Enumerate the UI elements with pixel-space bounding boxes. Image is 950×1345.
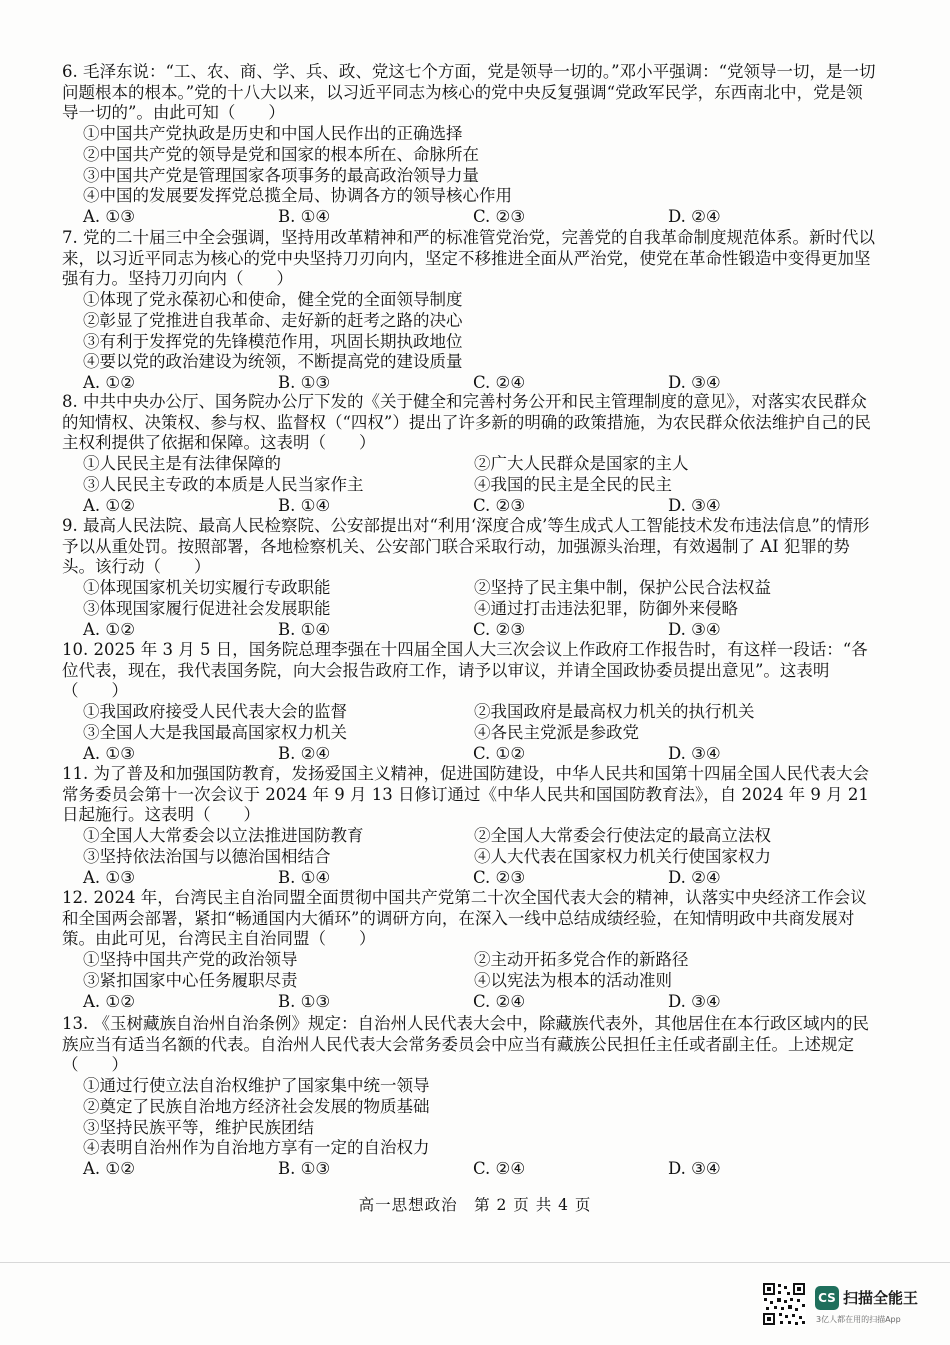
choice-a: A. ①③ [83, 743, 135, 763]
statement-3: ③体现国家履行促进社会发展职能 [83, 598, 331, 618]
camscanner-logo: CS [815, 1286, 839, 1310]
statement-4: ④通过打击违法犯罪，防御外来侵略 [474, 598, 738, 618]
answer-choices [62, 992, 877, 1013]
choice-c: C. ②③ [473, 206, 526, 226]
statement-2: ②中国共产党的领导是党和国家的根本所在、命脉所在 [83, 144, 479, 164]
statement-4: ④各民主党派是参政党 [474, 722, 639, 742]
choice-b: B. ①④ [278, 206, 331, 226]
choice-a: A. ①② [83, 372, 135, 392]
question-stem: 6. 毛泽东说：“工、农、商、学、兵、政、党这七个方面，党是领导一切的。”邓小平强调：“党领导一切，是一切问题根本的根本。”党的十八大以来，以习近平同志为核心的党中央反复强调“党政军民学，东西南北中，党是领导一切的”。由此可知（ ） [62, 62, 876, 123]
question-stem: 12. 2024 年，台湾民主自治同盟全面贯彻中国共产党第二十次全国代表大会的精神，认落实中央经济工作会议和全国两会部署，紧扣“畅通国内大循环”的调研方向，在深入一线中总结成绩经验，在知情明政中共商发展对策。由此可见，台湾民主自治同盟（ ） [62, 888, 867, 949]
statement-2: ②我国政府是最高权力机关的执行机关 [474, 702, 755, 722]
choice-b: B. ①④ [278, 867, 331, 887]
question-stem: 7. 党的二十届三中全会强调，坚持用改革精神和严的标准管党治党，完善党的自我革命制度规范体系。新时代以来，以习近平同志为核心的党中央坚持刀刃向内，坚定不移推进全面从严治党，使党在革命性锻造中变得更加坚强有力。坚持刀刃向内（ ） [62, 228, 875, 289]
question-stem: 11. 为了普及和加强国防教育，发扬爱国主义精神，促进国防建设，中华人民共和国第十四届全国人民代表大会常务委员会第十一次会议于 2024 年 9 月 13 日修订通过《中华人民共和国国防教育法》，自 2024 年 9 月 21 日起施行。这表明（ ） [62, 764, 869, 825]
choice-c: C. ②④ [473, 372, 526, 392]
statement-4: ④要以党的政治建设为统领，不断提高党的建设质量 [83, 352, 463, 372]
answer-choices [62, 620, 877, 641]
question-6 [62, 62, 877, 228]
choice-d: D. ②④ [668, 206, 721, 226]
choice-d: D. ③④ [668, 1158, 721, 1178]
divider [0, 1262, 950, 1263]
statement-4: ④中国的发展要发挥党总揽全局、协调各方的领导核心作用 [83, 186, 512, 206]
statement-2: ②广大人民群众是国家的主人 [474, 454, 689, 474]
statement-1: ①人民民主是有法律保障的 [83, 454, 281, 474]
choice-a: A. ①③ [83, 867, 135, 887]
question-7 [62, 228, 877, 394]
choice-a: A. ①② [83, 1158, 135, 1178]
choice-b: B. ①③ [278, 1158, 331, 1178]
question-12 [62, 888, 877, 1012]
question-10 [62, 640, 877, 764]
statement-1: ①坚持中国共产党的政治领导 [83, 950, 298, 970]
answer-choices [62, 373, 877, 394]
qr-code-icon [762, 1282, 806, 1326]
question-13 [62, 1014, 877, 1180]
statement-3: ③中国共产党是管理国家各项事务的最高政治领导力量 [83, 165, 479, 185]
statement-2: ②主动开拓多党合作的新路径 [474, 950, 689, 970]
statement-3: ③坚持民族平等，维护民族团结 [83, 1117, 314, 1137]
choice-d: D. ②④ [668, 867, 721, 887]
choice-d: D. ③④ [668, 495, 721, 515]
choice-b: B. ①③ [278, 372, 331, 392]
question-8 [62, 392, 877, 516]
page-footer: 高一思想政治 第 2 页 共 4 页 [358, 1196, 592, 1214]
statement-1: ①我国政府接受人民代表大会的监督 [83, 702, 347, 722]
statement-1: ①全国人大常委会以立法推进国防教育 [83, 826, 364, 846]
choice-b: B. ①④ [278, 495, 331, 515]
camscanner-name: 扫描全能王 [843, 1289, 919, 1307]
answer-choices [62, 1159, 877, 1180]
choice-c: C. ②④ [473, 991, 526, 1011]
choice-c: C. ①② [473, 743, 526, 763]
statement-1: ①体现国家机关切实履行专政职能 [83, 578, 331, 598]
question-stem: 10. 2025 年 3 月 5 日，国务院总理李强在十四届全国人大三次会议上作政府工作报告时，有这样一段话：“各位代表，现在，我代表国务院，向大会报告政府工作，请予以审议，并请全国政协委员提出意见”。这表明（ ） [62, 640, 868, 701]
choice-a: A. ①③ [83, 206, 135, 226]
choice-d: D. ③④ [668, 619, 721, 639]
choice-a: A. ①② [83, 991, 135, 1011]
statement-2: ②奠定了民族自治地方经济社会发展的物质基础 [83, 1096, 430, 1116]
choice-d: D. ③④ [668, 372, 721, 392]
camscanner-slogan: 3亿人都在用的扫描App [816, 1315, 901, 1324]
answer-choices [62, 207, 877, 228]
statement-4: ④人大代表在国家权力机关行使国家权力 [474, 846, 771, 866]
question-9 [62, 516, 877, 640]
statement-3: ③紧扣国家中心任务履职尽责 [83, 970, 298, 990]
choice-a: A. ①② [83, 495, 135, 515]
question-stem: 13. 《玉树藏族自治州自治条例》规定：自治州人民代表大会中，除藏族代表外，其他居住在本行政区域内的民族应当有适当名额的代表。自治州人民代表大会常务委员会中应当有藏族公民担任主任或者副主任。上述规定（ ） [62, 1014, 869, 1075]
choice-c: C. ②③ [473, 619, 526, 639]
statement-2: ②全国人大常委会行使法定的最高立法权 [474, 826, 771, 846]
answer-choices [62, 868, 877, 889]
choice-b: B. ①③ [278, 991, 331, 1011]
statement-1: ①通过行使立法自治权维护了国家集中统一领导 [83, 1076, 430, 1096]
answer-choices [62, 744, 877, 765]
choice-d: D. ③④ [668, 991, 721, 1011]
choice-c: C. ②③ [473, 495, 526, 515]
question-stem: 9. 最高人民法院、最高人民检察院、公安部提出对“利用‘深度合成’等生成式人工智能技术发布违法信息”的情形予以从重处罚。按照部署，各地检察机关、公安部门联合采取行动，加强源头治理，有效遏制了 AI 犯罪的势头。该行动（ ） [62, 516, 870, 577]
statement-3: ③坚持依法治国与以德治国相结合 [83, 846, 331, 866]
choice-b: B. ②④ [278, 743, 331, 763]
statement-3: ③人民民主专政的本质是人民当家作主 [83, 474, 364, 494]
statement-1: ①体现了党永葆初心和使命，健全党的全面领导制度 [83, 290, 463, 310]
question-11 [62, 764, 877, 888]
choice-a: A. ①② [83, 619, 135, 639]
choice-c: C. ②④ [473, 1158, 526, 1178]
answer-choices [62, 496, 877, 517]
choice-d: D. ③④ [668, 743, 721, 763]
statement-3: ③有利于发挥党的先锋模范作用，巩固长期执政地位 [83, 331, 463, 351]
choice-c: C. ②③ [473, 867, 526, 887]
statement-2: ②坚持了民主集中制，保护公民合法权益 [474, 578, 771, 598]
statement-3: ③全国人大是我国最高国家权力机关 [83, 722, 347, 742]
statement-4: ④我国的民主是全民的民主 [474, 474, 672, 494]
choice-b: B. ①④ [278, 619, 331, 639]
statement-2: ②彰显了党推进自我革命、走好新的赶考之路的决心 [83, 310, 463, 330]
question-stem: 8. 中共中央办公厅、国务院办公厅下发的《关于健全和完善村务公开和民主管理制度的意见》，对落实农民群众的知情权、决策权、参与权、监督权（“四权”）提出了许多新的明确的政策措施，为农民群众依法维护自己的民主权利提供了依据和保障。这表明（ ） [62, 392, 871, 453]
statement-1: ①中国共产党执政是历史和中国人民作出的正确选择 [83, 124, 463, 144]
statement-4: ④表明自治州作为自治地方享有一定的自治权力 [83, 1138, 430, 1158]
statement-4: ④以宪法为根本的活动准则 [474, 970, 672, 990]
